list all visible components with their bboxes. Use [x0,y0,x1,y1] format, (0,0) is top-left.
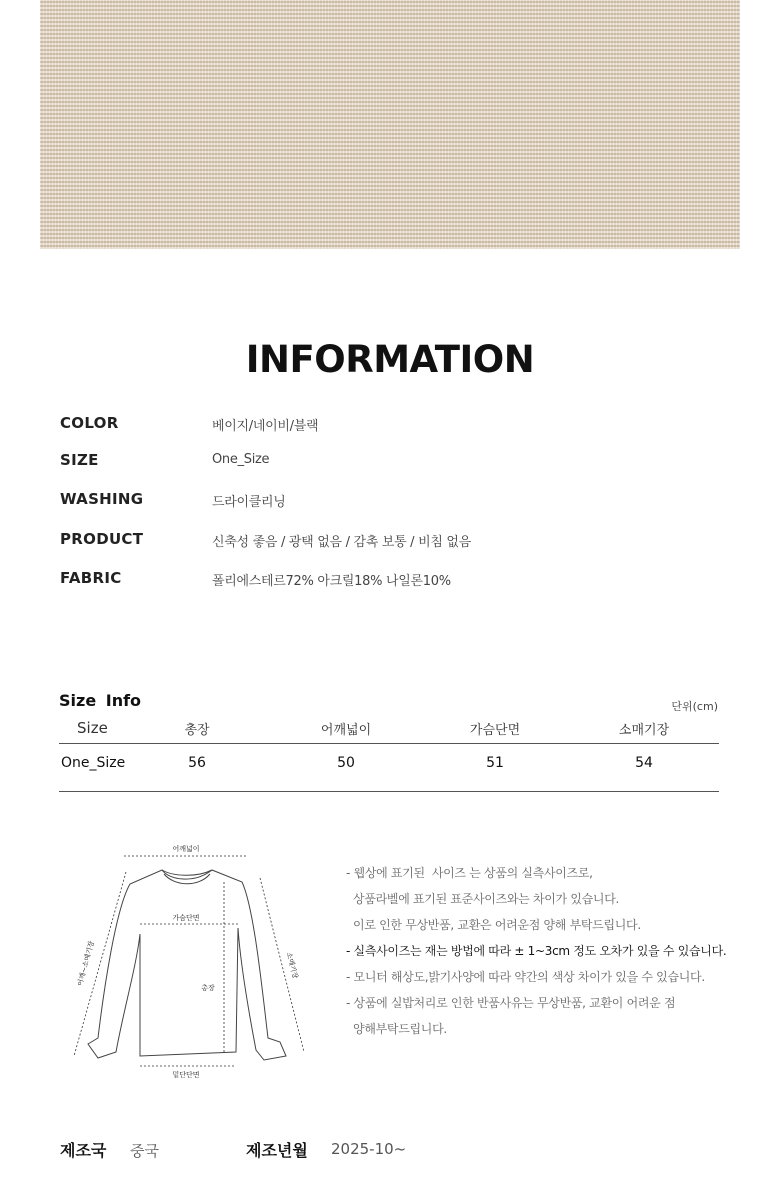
diagram-label-shoulder: 어깨넓이 [172,845,200,853]
date-label: 제조년월 [246,1141,308,1160]
info-label: SIZE [60,451,99,469]
info-label: PRODUCT [60,530,144,548]
note-line: - 웹상에 표기된 사이즈 는 상품의 실측사이즈로, [346,866,593,880]
info-row-fabric [60,569,720,591]
note-line: 이로 인한 무상반품, 교환은 어려운점 양해 부탁드립니다. [346,918,641,932]
info-value: One_Size [212,452,270,467]
sweater-outline-icon [88,870,286,1060]
header-cell-size: Size [77,719,108,737]
note-line: - 모니터 해상도,밝기사양에 따라 약간의 색상 차이가 있을 수 있습니다. [346,970,705,984]
cell-size: One_Size [61,754,126,771]
table-row: One_Size 56 50 51 54 [59,744,719,792]
note-line-emphasis: - 실측사이즈는 재는 방법에 따라 ± 1~3cm 정도 오차가 있을 수 있습니다. [346,944,727,958]
info-value: 폴리에스테르72% 아크릴18% 나일론10% [212,574,451,589]
fabric-texture-image [40,0,740,249]
size-unit-label: 단위(cm) [671,700,718,713]
garment-measurement-diagram [64,838,324,1088]
info-row-washing [60,490,720,512]
info-row-color [60,414,720,436]
info-value: 드라이클리닝 [212,495,286,510]
info-label: FABRIC [60,569,122,587]
diagram-label-hem: 밑단단면 [172,1071,200,1079]
note-line: 상품라벨에 표기된 표준사이즈와는 차이가 있습니다. [346,892,620,906]
note-line: - 상품에 실밥처리로 인한 반품사유는 무상반품, 교환이 어려운 점 [346,996,676,1010]
diagram-label-length: 총장 [201,984,215,992]
origin-row [60,1138,720,1162]
date-value: 2025-10~ [331,1140,407,1158]
info-label: COLOR [60,414,119,432]
info-value: 베이지/네이비/블랙 [212,419,319,434]
info-label: WASHING [60,490,144,508]
country-label: 제조국 [60,1141,107,1160]
note-line: 양해부탁드립니다. [346,1022,447,1036]
notes-list [346,863,746,1045]
information-title: INFORMATION [245,338,535,381]
size-table [59,716,719,792]
diagram-label-sleeve-right: 소매기장 [284,951,300,980]
diagram-label-chest: 가슴단면 [172,914,200,922]
info-value: 신축성 좋음 / 광택 없음 / 감촉 보통 / 비침 없음 [212,535,471,550]
diagram-label-sleeve-left: 어깨~소매기장 [76,940,96,987]
size-info-title: Size Info [59,691,142,710]
country-value: 중국 [130,1142,159,1160]
info-row-product [60,530,720,552]
size-table-header: Size 총장 어깨넓이 가슴단면 소매기장 [59,716,719,744]
info-row-size [60,451,720,473]
